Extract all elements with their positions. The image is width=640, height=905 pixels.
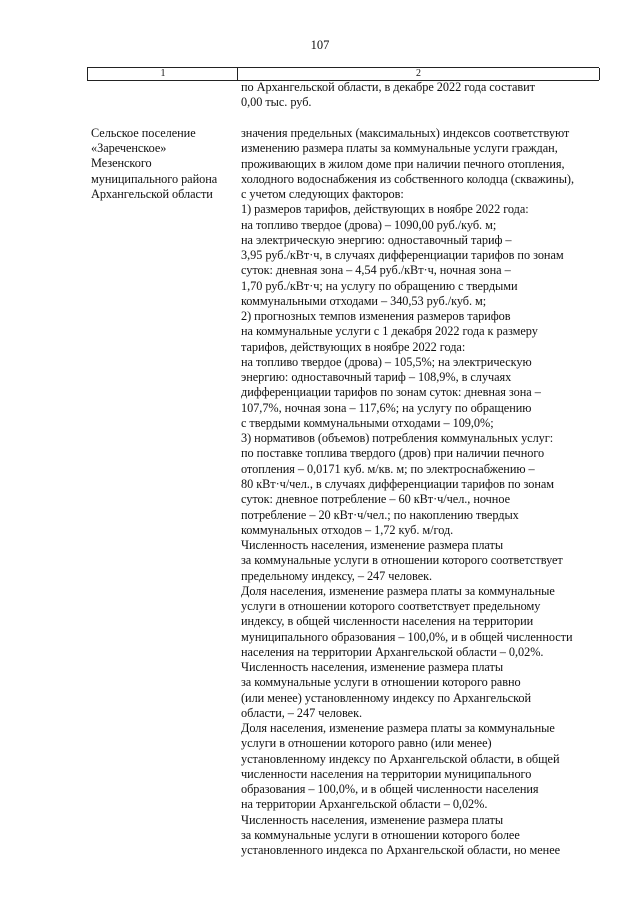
text-line: численности населения на территории муниципального [241,766,532,781]
text-line: за коммунальные услуги в отношении которого более [241,827,520,842]
text-line: 107,7%, ночная зона – 117,6%; на услугу по обращению [241,400,532,415]
text-line: на топливо твердое (дрова) – 1090,00 руб./куб. м; [241,217,497,232]
text-line: коммунальных отходов – 1,72 куб. м/год. [241,522,454,537]
text-line: 0,00 тыс. руб. [241,95,312,110]
municipality-line: Архангельской области [91,186,213,201]
text-line: Доля населения, изменение размера платы за коммунальные [241,583,555,598]
municipality-line: Сельское поселение [91,126,196,140]
text-line: (или менее) установленному индексу по Архангельской [241,690,531,705]
text-line: установленному индексу по Архангельской области, в общей [241,751,560,766]
text-line: по Архангельской области, в декабре 2022 года составит [241,80,535,94]
text-line: 3,95 руб./кВт·ч, в случаях дифференциации тарифов по зонам [241,248,564,263]
text-line: на топливо твердое (дрова) – 105,5%; на электрическую [241,354,532,369]
text-line: образования – 100,0%, и в общей численности населения [241,782,539,797]
text-line: значения предельных (максимальных) индексов соответствуют [241,126,570,140]
text-line: тарифов, действующих в ноябре 2022 года: [241,339,466,354]
text-line: потребление – 20 кВт·ч/чел.; по накоплению твердых [241,507,519,522]
text-line: услуги в отношении которого равно (или менее) [241,736,492,751]
text-line: 3) нормативов (объемов) потребления коммунальных услуг: [241,431,554,446]
text-line: Доля населения, изменение размера платы за коммунальные [241,721,555,736]
text-line: отопления – 0,0171 куб. м/кв. м; по электроснабжению – [241,461,535,476]
column-2-header: 2 [237,68,600,80]
text-line: коммунальными отходами – 340,53 руб./куб. м; [241,293,487,308]
text-line: 1) размеров тарифов, действующих в ноябре 2022 года: [241,202,529,217]
text-line: Численность населения, изменение размера платы [241,538,504,553]
text-line: проживающих в жилом доме при наличии печного отопления, [241,156,565,171]
municipality-line: муниципального района [91,171,218,186]
page-number: 107 [310,38,330,52]
table-header-row [87,67,599,81]
text-line: за коммунальные услуги в отношении которого соответствует [241,553,563,568]
text-line: индексу, в общей численности населения на территории [241,614,534,629]
text-line: Численность населения, изменение размера платы [241,812,504,827]
text-line: муниципального образования – 100,0%, и в общей численности [241,629,573,644]
text-line: 2) прогнозных темпов изменения размеров тарифов [241,309,511,324]
text-line: 80 кВт·ч/чел., в случаях дифференциации тарифов по зонам [241,476,555,491]
column-1-header: 1 [87,68,238,80]
text-line: предельному индексу, – 247 человек. [241,568,433,583]
text-line: 1,70 руб./кВт·ч; на услугу по обращению с твердыми [241,278,518,293]
municipality-line: «Зареченское» [91,141,167,156]
text-line: с учетом следующих факторов: [241,187,404,202]
text-line: на коммунальные услуги с 1 декабря 2022 года к размеру [241,324,538,339]
text-line: суток: дневная зона – 4,54 руб./кВт·ч, ночная зона – [241,263,511,278]
text-line: с твердыми коммунальными отходами – 109,0%; [241,415,494,430]
text-line: дифференциации тарифов по зонам суток: дневная зона – [241,385,541,400]
text-line: Численность населения, изменение размера платы [241,660,504,675]
text-line: по поставке топлива твердого (дров) при наличии печного [241,446,545,461]
text-line: области, – 247 человек. [241,705,363,720]
text-line: на территории Архангельской области – 0,02%. [241,797,488,812]
text-line: услуги в отношении которого соответствует предельному [241,599,541,614]
text-line: холодного водоснабжения из собственного колодца (скважины), [241,171,574,186]
text-line: изменению размера платы за коммунальные услуги граждан, [241,141,558,156]
text-line: энергию: одноставочный тариф – 108,9%, в случаях [241,370,512,385]
municipality-line: Мезенского [91,156,152,171]
text-line: установленного индекса по Архангельской области, но менее [241,843,561,858]
text-line: населения на территории Архангельской области – 0,02%. [241,644,544,659]
text-line: на электрическую энергию: одноставочный тариф – [241,232,512,247]
text-line: суток: дневное потребление – 60 кВт·ч/чел., ночное [241,492,510,507]
text-line: за коммунальные услуги в отношении которого равно [241,675,521,690]
